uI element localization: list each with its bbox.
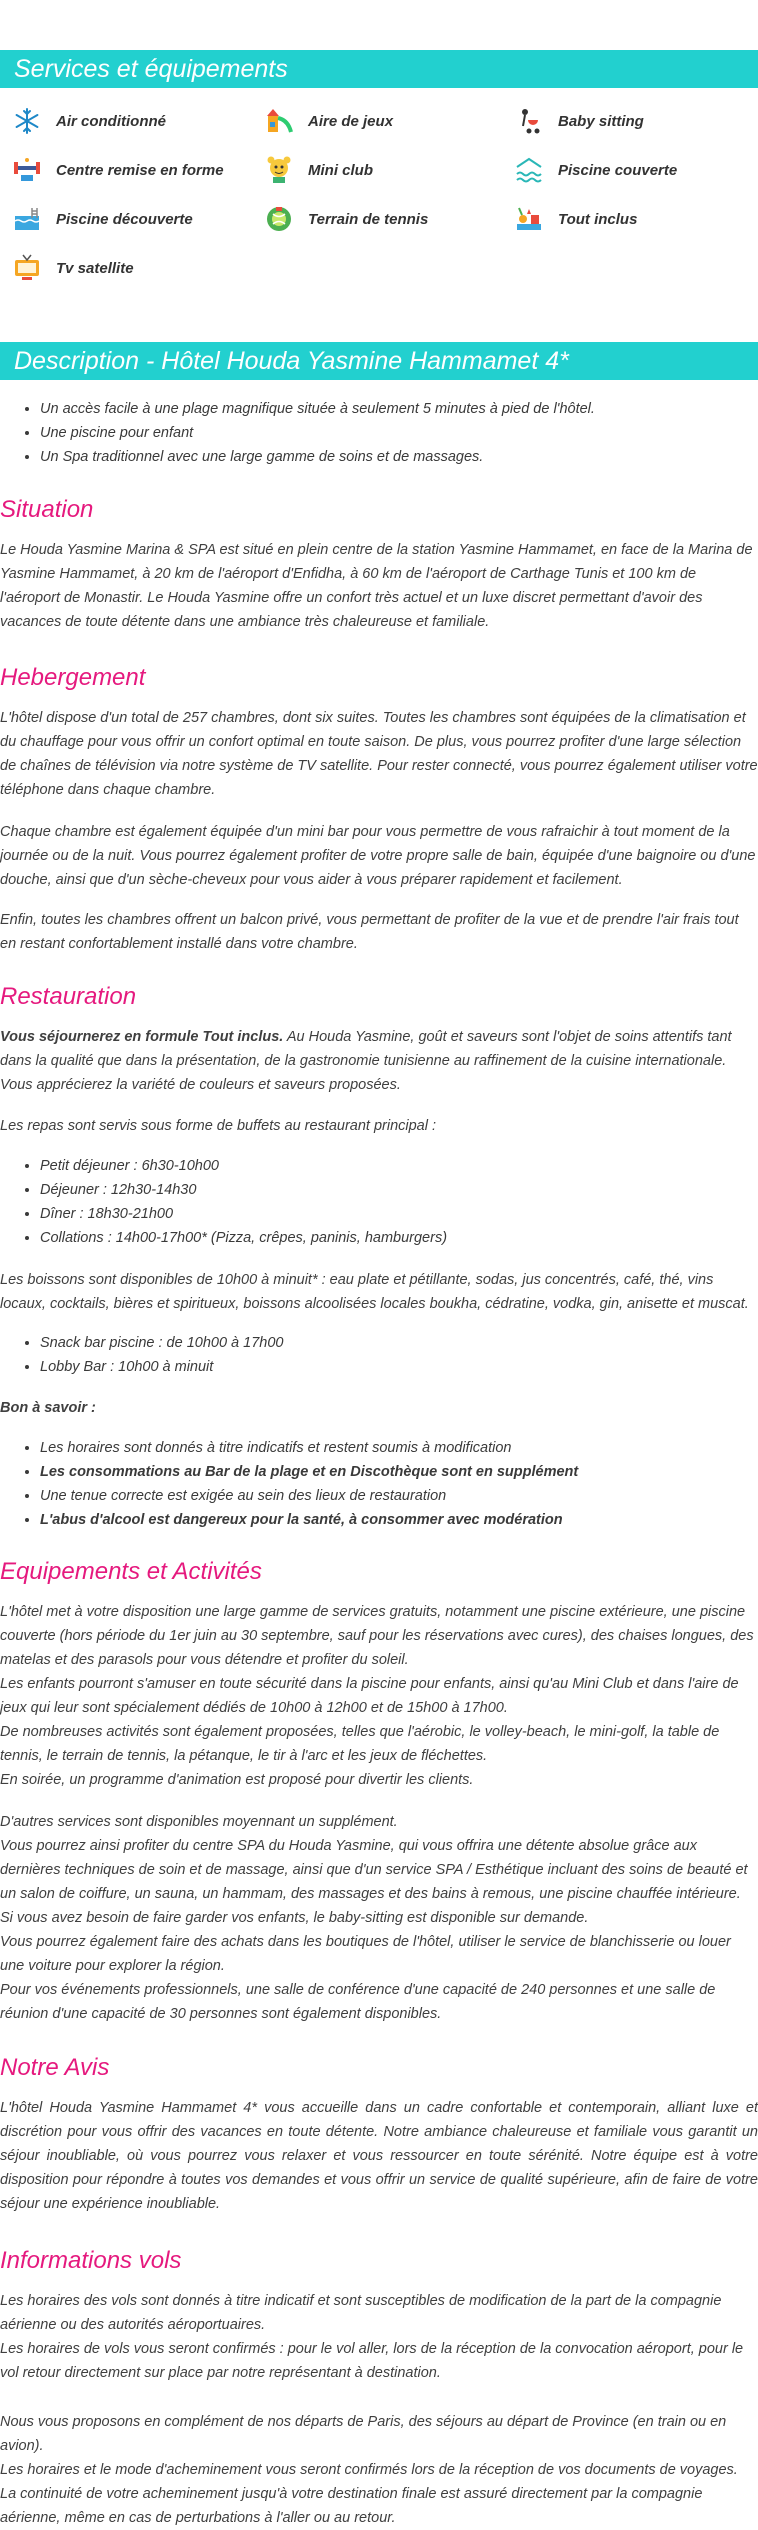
equipements-line: Vous pourrez également faire des achats dans les boutiques de l'hôtel, utiliser le service de blanchisserie ou louer une voiture pour explorer la région. [0,1934,731,1974]
situation-text: Le Houda Yasmine Marina & SPA est situé en plein centre de la station Yasmine Hammamet, en face de la Marina de Yasmine Hammamet, à 20 km de l'aéroport d'Enfidha, à 60 km de l'aéroport de Carthage Tunis et 100 km de l'aéroport de Monastir. Le Houda Yasmine offre un confort très actuel et un luxe discret permettant d'avoir des vacances de toute détente dans une ambiance très chaleureuse et familiale. [0,542,753,630]
service-label: Tv satellite [56,259,134,277]
list-item: • L'abus d'alcool est dangereux pour la santé, à consommer avec modération [40,1508,758,1532]
avis-title: Notre Avis [0,2054,110,2081]
hebergement-p1: L'hôtel dispose d'un total de 257 chambres, dont six suites. Toutes les chambres sont équipées de la climatisation et du chauffage pour vous offrir un confort optimal en toute saison. De plus, vous pourrez profiter d'une large sélection de chaînes de télévision via notre système de TV satellite. Pour rester connecté, vous pourrez également utiliser votre téléphone dans chaque chambre. [0,710,758,798]
service-piscine-decouverte [10,202,193,236]
list-item: • Une piscine pour enfant [40,421,758,445]
list-item: • Snack bar piscine : de 10h00 à 17h00 [40,1331,758,1355]
equipements-line: Si vous avez besoin de faire garder vos enfants, le baby-sitting est disponible sur demande. [0,1910,589,1926]
service-baby-sitting [512,104,644,138]
equipements-line: De nombreuses activités sont également proposées, telles que l'aérobic, le volley-beach, le mini-golf, la table de tennis, le terrain de tennis, la pétanque, le tir à l'arc et les jeux de fléchettes. [0,1724,720,1764]
vols-line: Nous vous proposons en complément de nos départs de Paris, des séjours au départ de Province (en train ou en avion). [0,2414,727,2454]
service-tv-satellite [10,251,134,285]
list-item: • Un Spa traditionnel avec une large gamme de soins et de massages. [40,445,758,469]
list-item: • Une tenue correcte est exigée au sein des lieux de restauration [40,1484,758,1508]
service-label: Baby sitting [558,112,644,130]
equipements-title: Equipements et Activités [0,1558,262,1585]
service-label: Tout inclus [558,210,638,228]
bars-list [0,1331,758,1379]
equipements-line: Pour vos événements professionnels, une salle de conférence d'une capacité de 240 personnes et une salle de réunion d'une capacité de 30 personnes sont également disponibles. [0,1982,716,2022]
restauration-title: Restauration [0,983,137,1010]
service-aire-de-jeux [262,104,393,138]
service-label: Terrain de tennis [308,210,429,228]
fitness-icon [10,153,44,187]
vols-line: La continuité de votre acheminement jusqu'à votre destination finale est assuré directement par la compagnie aérienne, même en cas de perturbations à l'aller ou au retour. [0,2486,703,2526]
restauration-repas: Les repas sont servis sous forme de buffets au restaurant principal : [0,1118,437,1134]
situation-title: Situation [0,496,94,523]
service-label: Air conditionné [56,112,166,130]
service-label: Mini club [308,161,373,179]
snowflake-icon [10,104,44,138]
service-label: Piscine couverte [558,161,678,179]
outdoor-pool-icon [10,202,44,236]
list-item: • Dîner : 18h30-21h00 [40,1202,758,1226]
tennis-icon [262,202,296,236]
hebergement-p2: Chaque chambre est également équipée d'un mini bar pour vous permettre de vous rafraichir à tout moment de la journée ou de la nuit. Vous pourrez également profiter de votre propre salle de bain, équipée d'une baignoire ou d'une douche, ainsi que d'un sèche-cheveux pour vous aider à vous préparer rapidement et facilement. [0,824,756,888]
list-item: • Petit déjeuner : 6h30-10h00 [40,1154,758,1178]
service-label: Centre remise en forme [56,161,224,179]
service-centre-remise-en-forme [10,153,224,187]
service-tout-inclus [512,202,637,236]
vols-line: Les horaires de vols vous seront confirmés : pour le vol aller, lors de la réception de la convocation aéroport, pour le vol retour directement sur place par notre représentant à destination. [0,2341,744,2381]
services-title: Services et équipements [0,50,758,88]
list-item: • Lobby Bar : 10h00 à minuit [40,1355,758,1379]
mini-club-icon [262,153,296,187]
description-title: Description - Hôtel Houda Yasmine Hammamet 4* [0,342,758,380]
stroller-icon [512,104,546,138]
equipements-line: L'hôtel met à votre disposition une large gamme de services gratuits, notamment une piscine extérieure, une piscine couverte (hors période du 1er juin au 30 septembre, sauf pour les réservations avec cures), des chaises longues, des matelas et des parasols pour vous détendre et profiter du soleil. [0,1604,754,1668]
restauration-intro-bold: Vous séjournerez en formule Tout inclus. [0,1029,284,1045]
equipements-line: D'autres services sont disponibles moyennant un supplément. [0,1814,398,1830]
service-mini-club [262,153,373,187]
hebergement-p3: Enfin, toutes les chambres offrent un balcon privé, vous permettant de profiter de la vue et de prendre l'air frais tout en restant confortablement installé dans votre chambre. [0,912,739,952]
restauration-intro-rest: Au Houda Yasmine, goût et saveurs sont l'objet de soins attentifs tant dans la qualité que dans la présentation, de la gastronomie tunisienne au raffinement de la cuisine internationale. Vous apprécierez la variété de couleurs et saveurs proposées. [0,1029,732,1093]
vols-line: Les horaires des vols sont donnés à titre indicatif et sont susceptibles de modification de la part de la compagnie aérienne ou des autorités aéroportuaires. [0,2293,722,2333]
playground-icon [262,104,296,138]
tv-icon [10,251,44,285]
list-item: • Les consommations au Bar de la plage et en Discothèque sont en supplément [40,1460,758,1484]
list-item: • Les horaires sont donnés à titre indicatifs et restent soumis à modification [40,1436,758,1460]
meals-list [0,1154,758,1250]
bon-a-savoir-title: Bon à savoir : [0,1400,96,1416]
service-piscine-couverte [512,153,677,187]
list-item: • Collations : 14h00-17h00* (Pizza, crêpes, paninis, hamburgers) [40,1226,758,1250]
all-inclusive-icon [512,202,546,236]
restauration-intro [0,1025,758,1097]
service-label: Piscine découverte [56,210,193,228]
vols-title: Informations vols [0,2247,182,2274]
vols-line: Les horaires et le mode d'acheminement vous seront confirmés lors de la réception de vos documents de voyages. [0,2462,738,2478]
notes-list [0,1436,758,1532]
equipements-line: En soirée, un programme d'animation est proposé pour divertir les clients. [0,1772,474,1788]
list-item: • Déjeuner : 12h30-14h30 [40,1178,758,1202]
service-terrain-de-tennis [262,202,428,236]
avis-text: L'hôtel Houda Yasmine Hammamet 4* vous accueille dans un cadre confortable et contemporain, alliant luxe et discrétion pour vous offrir des vacances en toute détente. Notre ambiance chaleureuse et familiale vous garantit un séjour inoubliable, où vous pourrez vous relaxer et vous ressourcer en toute sérénité. Notre équipe est à votre disposition pour répondre à toutes vos demandes et vous offrir un service de qualité supérieure, afin de faire de votre séjour une expérience inoubliable. [0,2100,758,2212]
description-bullets [0,397,758,469]
hebergement-title: Hebergement [0,664,146,691]
equipements-line: Les enfants pourront s'amuser en toute sécurité dans la piscine pour enfants, ainsi qu'au Mini Club et dans l'aire de jeux qui leur sont spécialement dédiés de 10h00 à 12h00 et de 15h00 à 17h00. [0,1676,739,1716]
service-air-conditionne [10,104,166,138]
service-label: Aire de jeux [308,112,394,130]
indoor-pool-icon [512,153,546,187]
equipements-line: Vous pourrez ainsi profiter du centre SPA du Houda Yasmine, qui vous offrira une détente absolue grâce aux dernières techniques de soin et de massage, ainsi que d'un service SPA / Esthétique incluant des soins de beauté et un salon de coiffure, un sauna, un hammam, des massages et des bains à remous, une piscine chauffée intérieure. [0,1838,748,1902]
restauration-boissons: Les boissons sont disponibles de 10h00 à minuit* : eau plate et pétillante, sodas, jus concentrés, café, thé, vins locaux, cocktails, bières et spiritueux, boissons alcoolisées locales boukha, cédratine, vodka, gin, anisette et muscat. [0,1272,749,1312]
list-item: • Un accès facile à une plage magnifique située à seulement 5 minutes à pied de l'hôtel. [40,397,758,421]
